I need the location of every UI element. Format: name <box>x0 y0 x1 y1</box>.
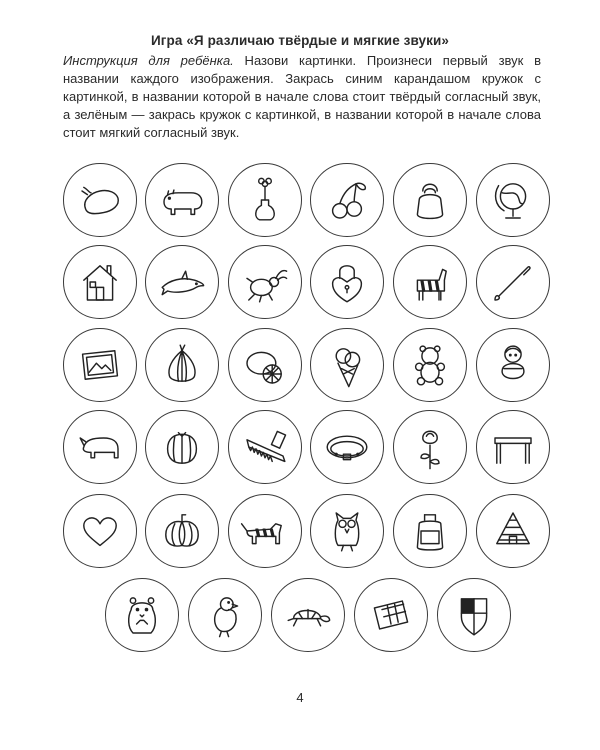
kettlebell-icon <box>403 173 457 227</box>
page-title: Игра «Я различаю твёрдые и мягкие звуки» <box>150 33 450 48</box>
ice-cream-icon <box>320 338 374 392</box>
picture-circle[interactable] <box>393 245 467 319</box>
padlock-icon <box>320 255 374 309</box>
tiger-icon <box>238 504 292 558</box>
picture-circle[interactable] <box>476 494 550 568</box>
picture-circle[interactable] <box>437 578 511 652</box>
picture-circle[interactable] <box>393 494 467 568</box>
chocolate-icon <box>364 588 418 642</box>
backpack-icon <box>403 504 457 558</box>
picture-circle[interactable] <box>145 494 219 568</box>
picture-circle[interactable] <box>63 494 137 568</box>
picture-circle[interactable] <box>188 578 262 652</box>
chick-icon <box>198 588 252 642</box>
picture-circle[interactable] <box>145 328 219 402</box>
picture-circle[interactable] <box>105 578 179 652</box>
picture-circle[interactable] <box>271 578 345 652</box>
shield-icon <box>447 588 501 642</box>
picture-circle[interactable] <box>63 328 137 402</box>
instruction-lead: Инструкция для ребёнка. <box>63 53 234 68</box>
picture-circle[interactable] <box>310 494 384 568</box>
rhino-icon <box>73 420 127 474</box>
lemon-icon <box>238 338 292 392</box>
picture-circle[interactable] <box>228 163 302 237</box>
page-number: 4 <box>296 690 304 705</box>
beetle-icon <box>238 255 292 309</box>
paintbrush-icon <box>486 255 540 309</box>
picture-circle[interactable] <box>393 328 467 402</box>
hut-icon <box>486 504 540 558</box>
teddy-bear-icon <box>403 338 457 392</box>
onion-icon <box>155 338 209 392</box>
picture-circle[interactable] <box>393 163 467 237</box>
owl-icon <box>320 504 374 558</box>
zebra-icon <box>403 255 457 309</box>
roly-poly-doll-icon <box>486 338 540 392</box>
picture-circle[interactable] <box>310 245 384 319</box>
table-icon <box>486 420 540 474</box>
instruction-text: Назови картинки. Произнеси первый звук в названии каждого изображения. Закрась синим карандашом кружок с картинкой, в названии которой в начале слова стоит твёрдый согласный звук, а зелёным — закрась кружок с картинкой, в названии которой в начале слова стоит мягкий согласный звук. <box>63 53 541 140</box>
picture-circle[interactable] <box>310 163 384 237</box>
belt-icon <box>320 420 374 474</box>
turtle-icon <box>281 588 335 642</box>
globe-icon <box>486 173 540 227</box>
picture-circle[interactable] <box>228 328 302 402</box>
picture-circle[interactable] <box>476 245 550 319</box>
picture-circle[interactable] <box>476 410 550 484</box>
cherries-icon <box>320 173 374 227</box>
picture-circle[interactable] <box>145 163 219 237</box>
picture-circle[interactable] <box>63 245 137 319</box>
hippo-icon <box>155 173 209 227</box>
picture-circle[interactable] <box>228 494 302 568</box>
picture-frame-icon <box>73 338 127 392</box>
picture-circle[interactable] <box>63 163 137 237</box>
vase-flower-icon <box>238 173 292 227</box>
picture-circle[interactable] <box>393 410 467 484</box>
rose-icon <box>403 420 457 474</box>
house-icon <box>73 255 127 309</box>
picture-circle[interactable] <box>310 328 384 402</box>
picture-circle[interactable] <box>63 410 137 484</box>
picture-circle[interactable] <box>476 328 550 402</box>
picture-circle[interactable] <box>354 578 428 652</box>
picture-circle[interactable] <box>145 410 219 484</box>
hamster-icon <box>115 588 169 642</box>
dolphin-icon <box>155 255 209 309</box>
picture-circle[interactable] <box>228 410 302 484</box>
saw-icon <box>238 420 292 474</box>
picture-circle[interactable] <box>228 245 302 319</box>
picture-circle[interactable] <box>310 410 384 484</box>
picture-circle[interactable] <box>476 163 550 237</box>
picture-circle[interactable] <box>145 245 219 319</box>
eggplant-icon <box>73 173 127 227</box>
heart-icon <box>73 504 127 558</box>
tomato-icon <box>155 420 209 474</box>
pumpkin-icon <box>155 504 209 558</box>
